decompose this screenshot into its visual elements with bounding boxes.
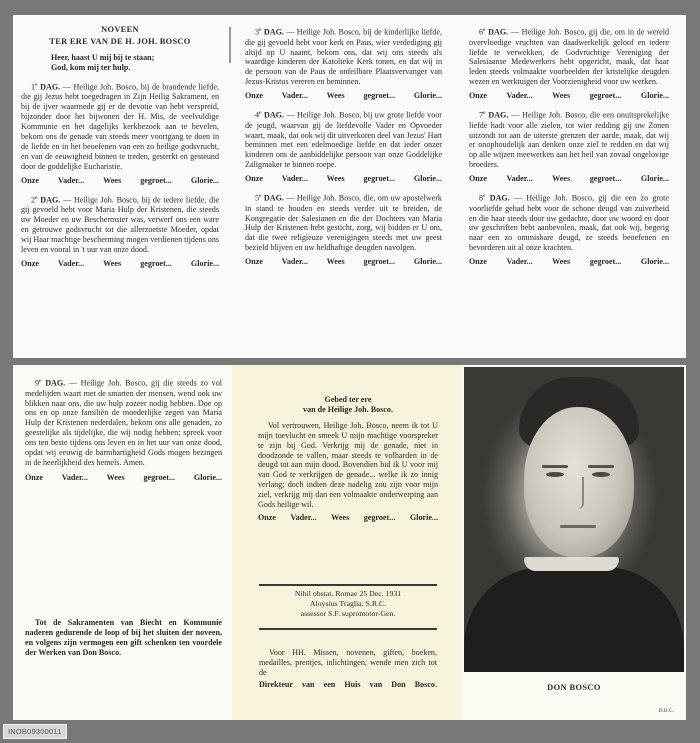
prayer-body: Vol vertrouwen, Heilige Joh. Bosco, neem ik tot U mijn toevlucht en smeek U mijn machtige voorspreker te zijn bij God. Verkrijg mij de genade, niet in doodzonde te vallen, maar steeds te volharden in de deugd tot aan mijn dood. Bovendien bid ik U voor mij van God te verkrijgen de genade... welke ik zo innig verlang; doch indien deze nadelig zou zijn voor mijn ziel, verkrijg mij dan een volmaakte onderwerping aan Gods heilige wil. xyxy=(258,420,438,510)
portrait-collar xyxy=(524,557,619,571)
day-2-paragraph xyxy=(21,194,219,255)
day-ordinal: 9 xyxy=(35,378,40,388)
closing-prayer: Onze Vader... Wees gegroet... Glorie... xyxy=(469,91,669,101)
day-ordinal: 5 xyxy=(255,193,260,203)
day-text: — Heilige Joh. Bosco, bij uw grote liefde voor de jeugd, waarvan gij de liefdevolle Vader en Opvoeder waart, maak, dat ook wij dit uitverkoren deel van Jezus' Hart beminnen met een edelmoedige liefde en dat ieder onzer kinderen ons de aanbiddelijke persoon van onze Goddelijke Zaligmaker te binnen roepe. xyxy=(245,110,443,170)
portrait-photo xyxy=(464,367,684,672)
day-5-paragraph xyxy=(245,192,442,253)
closing-prayer: Onze Vader... Wees gegroet... Glorie... xyxy=(245,91,442,101)
day-text: — Heilige Joh. Bosco, bij de brandende liefde, die gij Jezus hebt toegedragen in Zijn Heilig Sakrament, en bij de ijver waarmede gij er de devotie van hebt verspreid, bijzonder door het bijwonen der H. Mis, de veelvuldige Kommunie en het dagelijks kerkbezoek aan te bevelen, bekom ons de genade van steeds meer voortgang te doen in de liefde en in het beoefenen van een zo heilige godsvrucht, en van de eeuwigheid binnen te treden, gesterkt en gesteund door de goddelijke Eucharistie. xyxy=(21,82,219,171)
portrait-nose xyxy=(572,477,584,509)
invocation xyxy=(51,53,219,74)
day-label: DAG. xyxy=(263,27,284,37)
day-text: — Heilige Joh. Bosco, gij die steeds zo vol medelijden waart met de smarten der mensen, wend ook uw blikken naar ons, die uw hulp zozeer nodig hebben. Doe op ons en op onze familiën de moederlijke zegen van Maria Hulp der Kristenen nederdalen, bekom ons alle genaden, zo geestelijke als tijdelijke, die wij nodig hebben; spreek voor ons ten beste tijdens ons leven en in het uur van onze dood, opdat wij eeuwig de barmhartigheid Gods mogen bezingen in de heerlijkheid des hemels. Amen. xyxy=(25,378,222,467)
day-ordinal: 1 xyxy=(31,82,36,92)
day-label: DAG. xyxy=(263,110,284,120)
day-text: — Heilige Joh. Bosco, bij de kinderlijke liefde, die gij gevoeld hebt voor kerk en Paus, wier verdediging gij altijd op U naamt, bekom ons, dat wij ons steeds als waardige kinderen der Katolieke Kerk tonen, en dat wij in de persoon van de Paus de onfeilbare Plaatsvervanger van Jezus-Kristus vereren en beminnen. xyxy=(245,27,442,87)
sacrament-note xyxy=(25,618,222,658)
ordinal-suffix: e xyxy=(483,110,486,117)
nihil-obstat: Nihil obstat, Romae 25 Dec. 1931 xyxy=(294,589,402,598)
printer-mark: D.B.C. xyxy=(658,708,674,714)
contact-director: Direkteur van een Huis van Don Bosco. xyxy=(259,679,437,689)
day-8-paragraph xyxy=(469,192,669,253)
day-9-paragraph xyxy=(25,377,222,468)
day-label: DAG. xyxy=(45,378,66,388)
day-text: — Heilige Joh. Bosco, gij die, om in de wereld overvloedige vruchten van daadwerkelijk geloof en tedere liefde te verwekken, de Godvruchtige Vereniging der Salesiaanse Medewerkers hebt opgericht, maak, dat haar leden steeds volmaakte voorbeelden der kristelijke deugden wezen en werktuigen der Voorzienigheid voor uw werken. xyxy=(469,27,669,87)
portrait-caption: DON BOSCO xyxy=(547,683,601,692)
column-1 xyxy=(21,25,219,277)
prayer-block xyxy=(258,395,438,523)
ordinal-suffix: e xyxy=(259,110,262,117)
ordinal-suffix: e xyxy=(483,193,486,200)
closing-prayer: Onze Vader... Wees gegroet... Glorie... xyxy=(245,174,442,184)
ordinal-suffix: e xyxy=(35,81,38,88)
day-label: DAG. xyxy=(40,82,61,92)
day-text: — Heilige Joh. Bosco, bij de tedere liefde, die gij gevoeld hebt voor Maria Hulp der Kristenen, die steeds uw Moeder en uw Beschermster was, verwerf ons een ware en getrouwe godsvrucht tot die allerzoetste Moeder, opdat wij Haar machtige bescherming mogen verdienen tijdens ons leven en vooral in 't uur van onze dood. xyxy=(21,195,220,254)
divider-rule xyxy=(259,584,437,586)
contact-text: Voor HH. Missen, novenen, giften, boeken, medailles, prentjes, inlichtingen, wende men zich tot de xyxy=(259,648,437,677)
divider-rule xyxy=(259,628,437,630)
day-9-block xyxy=(25,377,222,488)
ordinal-suffix: e xyxy=(259,27,262,33)
column-2 xyxy=(245,26,442,275)
portrait-eye xyxy=(546,472,564,477)
signatory: Aloysius Traglia, S.R.C. xyxy=(309,599,387,608)
day-7-paragraph xyxy=(469,109,669,170)
closing-prayer: Onze Vader... Wees gegroet... Glorie... xyxy=(469,174,669,184)
portrait-cassock xyxy=(464,567,684,672)
prayer-heading-2: van de Heilige Joh. Bosco. xyxy=(303,404,393,414)
noveen-sheet-back-middle xyxy=(232,365,462,720)
noveen-subtitle: TER ERE VAN DE H. JOH. BOSCO xyxy=(49,36,191,46)
portrait-brow xyxy=(588,465,614,468)
catalog-label: INOB09300011 xyxy=(3,724,67,739)
day-text: — Heilige Joh. Bosco, gij die een zo grote voorliefde gehad hebt voor de schone deugd van zuiverheid en die haar steeds door uw gedachte, door uw woord en door uw geschriften hebt aanbevolen, maak, dat ook wij, begerig naar een zo ommisbare deugd, ze steeds beoefenen en bevorderen uit al onze krachten. xyxy=(469,193,669,253)
ordinal-suffix: e xyxy=(259,193,262,200)
day-text: — Heilige Joh. Bosco, die, om uw apostelwerk in stand te houden en steeds verder uit te breiden, de Kongregatie der Salesianen en die der Dochters van Maria Hulp der Kristenen hebt gesticht, zorg, wij bidden er U om, dat die twee religieuze verenigingen steeds met uw geest bezield blijven en uw heldhaftige deugden navolgen. xyxy=(245,193,442,253)
ordinal-suffix: e xyxy=(39,378,42,384)
portrait-eye xyxy=(592,472,610,477)
ordinal-suffix: e xyxy=(483,27,486,33)
prayer-heading-1: Gebed ter ere xyxy=(324,395,372,404)
day-ordinal: 4 xyxy=(255,110,260,120)
noveen-sheet-back-left xyxy=(13,365,232,720)
closing-prayer: Onze Vader... Wees gegroet... Glorie... xyxy=(25,472,222,482)
day-label: DAG. xyxy=(263,193,284,203)
day-6-paragraph xyxy=(469,26,669,87)
day-ordinal: 7 xyxy=(479,110,484,120)
invocation-line-1: Heer, haast U mij bij te staan; xyxy=(51,52,155,62)
day-ordinal: 2 xyxy=(31,195,36,205)
contact-block xyxy=(259,648,437,690)
portrait-brow xyxy=(542,465,568,468)
ordinal-suffix: e xyxy=(35,194,38,201)
closing-prayer: Onze Vader... Wees gegroet... Glorie... xyxy=(21,175,219,185)
day-3-paragraph xyxy=(245,26,442,87)
day-ordinal: 3 xyxy=(255,27,260,37)
closing-prayer: Onze Vader... Wees gegroet... Glorie... xyxy=(245,257,442,267)
column-3 xyxy=(469,26,669,275)
day-label: DAG. xyxy=(488,27,509,37)
noveen-sheet-back-right xyxy=(462,365,686,720)
signatory-title: assessor S.F. supromotor-Gen. xyxy=(300,609,396,618)
closing-prayer: Onze Vader... Wees gegroet... Glorie... xyxy=(258,512,438,522)
closing-prayer: Onze Vader... Wees gegroet... Glorie... xyxy=(469,257,669,267)
closing-prayer: Onze Vader... Wees gegroet... Glorie... xyxy=(21,258,219,268)
day-label: DAG. xyxy=(489,193,510,203)
noveen-title: NOVEEN xyxy=(101,25,139,34)
day-1-paragraph xyxy=(21,81,219,172)
day-label: DAG. xyxy=(488,110,509,120)
day-4-paragraph xyxy=(245,109,442,170)
day-text: — Heilige Joh. Bosco, die een onuitsprekelijke liefde hadt voor alle zielen, tot wier redding gij uw Zonen uitzondt tot aan de uiterste grenzen der aarde, maak, dat wij er onophoudelijk aan denken onze ziel te redden en dat wij op alle wijzen meewerken aan het heil van zovaal ongelovige broeders. xyxy=(469,110,670,170)
day-label: DAG. xyxy=(40,195,61,205)
fold-mark xyxy=(229,27,231,63)
invocation-line-2: God, kom mij ter hulp. xyxy=(51,63,131,73)
imprimatur-block xyxy=(259,589,437,619)
noveen-sheet-front xyxy=(13,15,686,358)
day-ordinal: 6 xyxy=(479,27,484,37)
portrait-mouth xyxy=(560,525,596,528)
day-ordinal: 8 xyxy=(479,193,484,203)
sacrament-note-text: Tot de Sakramenten van Biecht en Kommunie naderen gedurende de loop of bij het sluiten der noveen, en volgens zijn vermogen een gift schenken ten voordele der Werken van Don Bosco. xyxy=(25,618,222,657)
